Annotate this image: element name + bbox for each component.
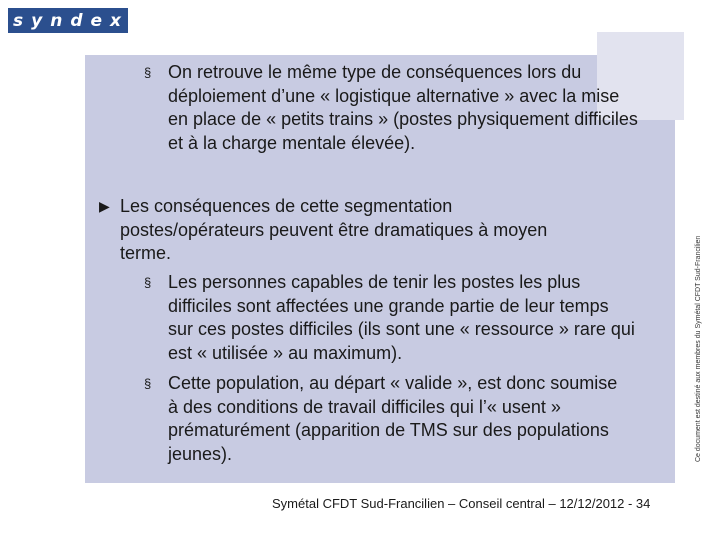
sub-bullet-text: Cette population, au départ « valide », est donc soumise à des conditions de travail difficiles qui l’« usent » prématurément (apparition de TMS sur des populations jeunes). [168,373,618,464]
square-bullet-icon: § [144,275,152,290]
syndex-logo: syndex [8,8,128,33]
slide-footer: Symétal CFDT Sud-Francilien – Conseil central – 12/12/2012 - 34 [272,496,651,511]
sub-bullet-text: On retrouve le même type de conséquences lors du déploiement d’une « logistique alternative » avec la mise en place de « petits trains » (postes physiquement difficiles et à la charge mentale élevée). [168,62,638,153]
main-bullet-text: Les conséquences de cette segmentation postes/opérateurs peuvent être dramatiques à moyen terme. [120,196,548,263]
sub-bullet-text: Les personnes capables de tenir les postes les plus difficiles sont affectées une grande partie de leur temps sur ces postes difficiles (ils sont une « ressource » rare qui est « utilisée » au maximum). [168,272,635,363]
triangle-bullet-icon: ▶ [99,198,110,214]
confidentiality-note: Ce document est destiné aux membres du Symétal CFDT Sud-Francilien [695,235,702,462]
square-bullet-icon: § [144,376,152,391]
square-bullet-icon: § [144,65,152,80]
